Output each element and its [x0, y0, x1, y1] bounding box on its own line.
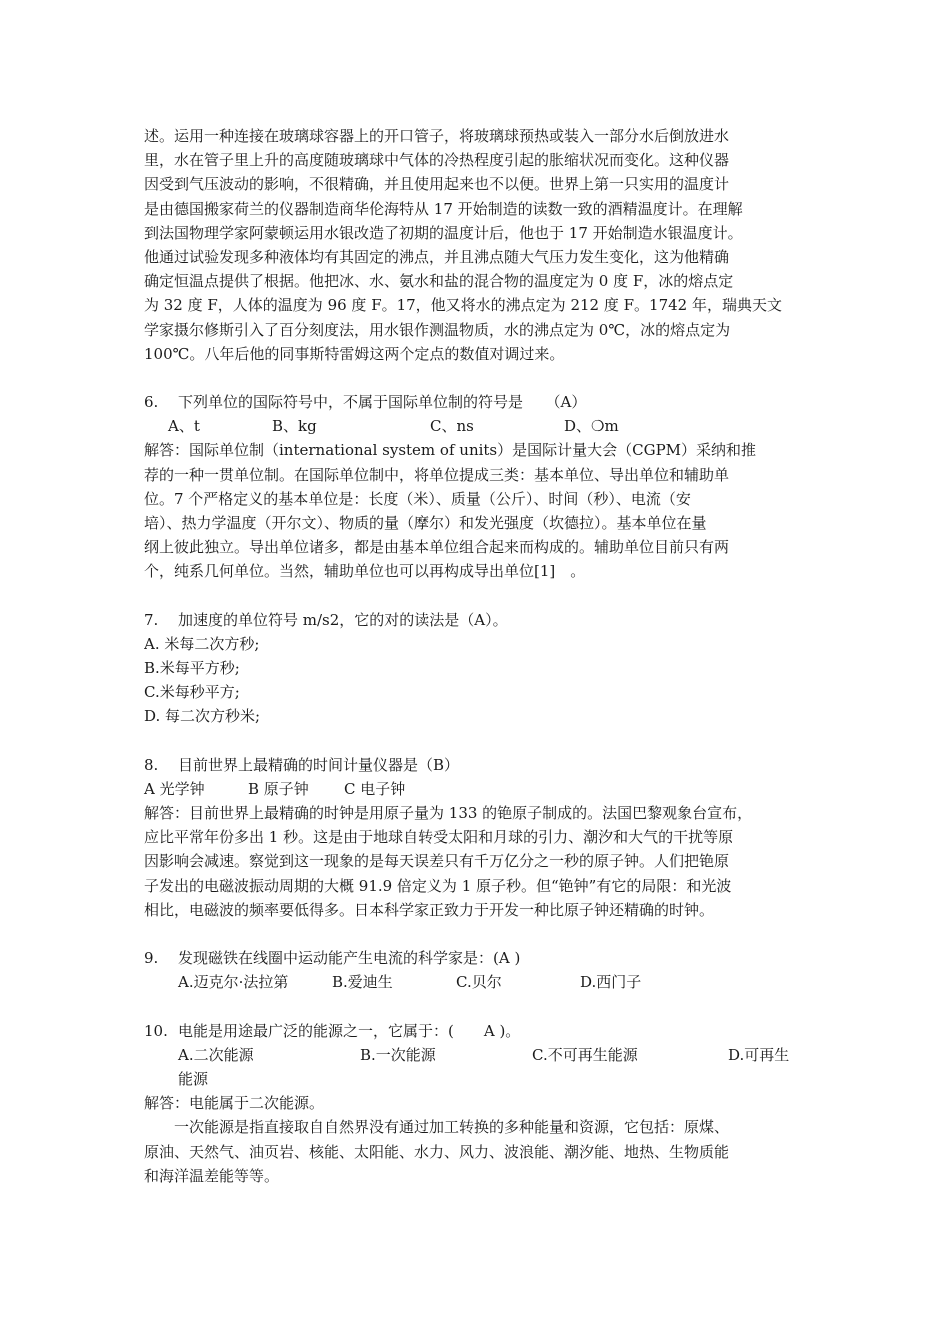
question-6: [144, 390, 812, 584]
question-text: 电能是用途最广泛的能源之一，它属于：( A )。: [178, 1021, 521, 1040]
option-c: C 电子钟: [344, 779, 406, 798]
option-c: C、ns: [430, 417, 474, 436]
answer-line: 应比平常年份多出 1 秒。这是由于地球自转受太阳和月球的引力、潮汐和大气的干扰等原: [144, 828, 734, 847]
option-d: D. 每二次方秒米;: [144, 707, 261, 726]
option-c: C.不可再生能源: [532, 1045, 638, 1064]
option-d-wrap: 能源: [178, 1069, 209, 1088]
document-page: [144, 124, 812, 1188]
answer-line: 个，纯系几何单位。当然，辅助单位也可以再构成导出单位[1] 。: [144, 562, 586, 581]
paragraph-line: 100℃。八年后他的同事斯特雷姆这两个定点的数值对调过来。: [144, 344, 565, 363]
question-text: 目前世界上最精确的时间计量仪器是（B）: [178, 755, 460, 774]
answer-line: 纲上彼此独立。导出单位诸多，都是由基本单位组合起来而构成的。辅助单位目前只有两: [144, 538, 730, 557]
option-d: D.西门子: [580, 973, 642, 992]
question-number: 7.: [144, 610, 159, 629]
paragraph-line: 因受到气压波动的影响，不很精确，并且使用起来也不以便。世界上第一只实用的温度计: [144, 175, 730, 194]
question-text: 发现磁铁在线圈中运动能产生电流的科学家是：(A ): [178, 949, 521, 968]
option-a: A 光学钟: [144, 779, 205, 798]
answer-line: 解答：国际单位制（international system of units）是国际计量大会（CGPM）采纳和推: [144, 441, 757, 460]
option-a: A. 米每二次方秒;: [144, 634, 260, 653]
answer-explanation: [144, 1091, 812, 1188]
paragraph-line: 学家摄尔修斯引入了百分刻度法，用水银作测温物质，水的沸点定为 0℃，冰的熔点定为: [144, 320, 731, 339]
paragraph-line: 到法国物理学家阿蒙顿运用水银改造了初期的温度计后，他也于 17 开始制造水银温度计。: [144, 223, 743, 242]
question-8: [144, 753, 812, 922]
option-a: A、t: [168, 417, 200, 436]
question-number: 10.: [144, 1021, 168, 1040]
option-d: D.可再生: [728, 1045, 790, 1064]
option-d: D、❍m: [564, 417, 619, 436]
answer-line: 解答：电能属于二次能源。: [144, 1094, 325, 1113]
question-7: [144, 608, 812, 729]
answer-line: 解答：目前世界上最精确的时钟是用原子量为 133 的铯原子制成的。法国巴黎观象台宣布，: [144, 804, 753, 823]
answer-line: 荐的一种一贯单位制。在国际单位制中，将单位提成三类：基本单位、导出单位和辅助单: [144, 465, 730, 484]
paragraph-line: 为 32 度 F，人体的温度为 96 度 F。17，他又将水的沸点定为 212 度 F。1742 年，瑞典天文: [144, 296, 782, 315]
option-b: B.爱迪生: [332, 973, 393, 992]
option-c: C.米每秒平方;: [144, 683, 240, 702]
answer-line: 子发出的电磁波振动周期的大概 91.9 倍定义为 1 原子秒。但“铯钟”有它的局限：和光波: [144, 876, 732, 895]
question-text: 下列单位的国际符号中，不属于国际单位制的符号是 （A）: [178, 393, 587, 412]
question-number: 8.: [144, 755, 159, 774]
answer-line: 因影响会减速。察觉到这一现象的是每天误差只有千万亿分之一秒的原子钟。人们把铯原: [144, 852, 730, 871]
answer-explanation: [144, 801, 812, 922]
answer-line: 一次能源是指直接取自自然界没有通过加工转换的多种能量和资源，它包括：原煤、: [144, 1118, 730, 1137]
option-a: A.迈克尔·法拉第: [178, 973, 289, 992]
answer-line: 培）、热力学温度（开尔文）、物质的量（摩尔）和发光强度（坎德拉）。基本单位在量: [144, 514, 707, 533]
intro-paragraph: [144, 124, 812, 366]
paragraph-line: 他通过试验发现多种液体均有其固定的沸点，并且沸点随大气压力发生变化，这为他精确: [144, 248, 730, 267]
option-b: B.米每平方秒;: [144, 659, 240, 678]
answer-line: 和海洋温差能等等。: [144, 1166, 280, 1185]
option-b: B 原子钟: [248, 779, 309, 798]
answer-line: 位。7 个严格定义的基本单位是：长度（米）、质量（公斤）、时间（秒）、电流（安: [144, 489, 691, 508]
paragraph-line: 是由德国搬家荷兰的仪器制造商华伦海特从 17 开始制造的读数一致的酒精温度计。在理解: [144, 199, 743, 218]
paragraph-line: 里，水在管子里上升的高度随玻璃球中气体的冷热程度引起的胀缩状况而变化。这种仪器: [144, 151, 730, 170]
option-a: A.二次能源: [178, 1045, 254, 1064]
answer-line: 原油、天然气、油页岩、核能、太阳能、水力、风力、波浪能、潮汐能、地热、生物质能: [144, 1142, 730, 1161]
question-9: [144, 946, 812, 994]
question-number: 6.: [144, 393, 159, 412]
question-number: 9.: [144, 949, 159, 968]
option-b: B、kg: [272, 417, 317, 436]
paragraph-line: 述。运用一种连接在玻璃球容器上的开口管子，将玻璃球预热或装入一部分水后倒放进水: [144, 127, 730, 145]
answer-explanation: [144, 438, 812, 583]
option-b: B.一次能源: [360, 1045, 436, 1064]
option-c: C.贝尔: [456, 973, 502, 992]
paragraph-line: 确定恒温点提供了根据。他把冰、水、氨水和盐的混合物的温度定为 0 度 F，冰的熔点定: [144, 272, 734, 291]
question-10: [144, 1019, 812, 1188]
answer-line: 相比，电磁波的频率要低得多。日本科学家正致力于开发一种比原子钟还精确的时钟。: [144, 900, 715, 919]
question-text: 加速度的单位符号 m/s2，它的对的读法是（A）。: [178, 610, 508, 629]
